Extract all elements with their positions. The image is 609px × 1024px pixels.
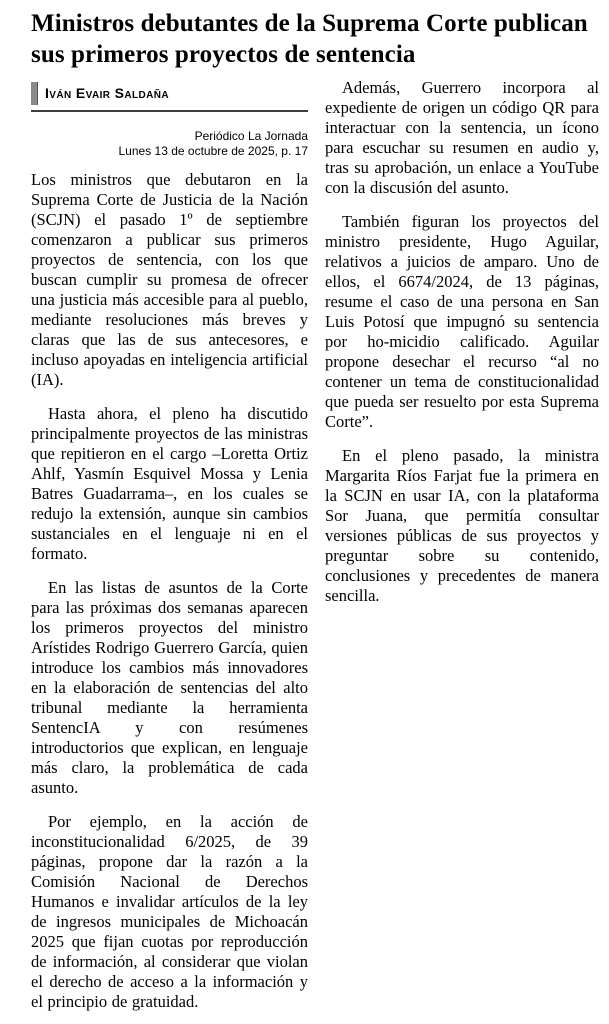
article-paragraph: Hasta ahora, el pleno ha discutido principalmente proyectos de las ministras que repitieron en el cargo –Loretta Ortiz Ahlf, Yasmín Esquivel Mossa y Lenia Batres Guadarrama–, en los cuales se redujo la extensión, aunque sin cambios sustanciales en el lenguaje ni en el formato.: [31, 404, 308, 563]
byline: [31, 82, 308, 112]
article-paragraph: También figuran los proyectos del ministro presidente, Hugo Aguilar, relativos a juicios de amparo. Uno de ellos, el 6674/2024, de 13 páginas, resume el caso de una persona en San Luis Potosí que impugnó su sentencia por ho-micidio calificado. Aguilar propone desechar el recurso “al no contener un tema de constitucionalidad que pueda ser resuelto por esta Suprema Corte”.: [325, 212, 599, 431]
byline-author: Iván Evair Saldaña: [45, 84, 170, 101]
byline-bar-decoration: [31, 82, 38, 105]
dateline: [31, 129, 308, 159]
publication-date: Lunes 13 de octubre de 2025, p. 17: [118, 144, 308, 158]
right-column: [325, 70, 599, 1024]
headline: Ministros debutantes de la Suprema Corte publican sus primeros proyectos de sentencia: [31, 10, 588, 68]
article-paragraph: En las listas de asuntos de la Corte para las próximas dos semanas aparecen los primeros proyectos del ministro Arístides Rodrigo Guerrero García, quien introduce los cambios más innovadores en la elaboración de sentencias del alto tribunal mediante la herramienta SentencIA y con resúmenes introductorios que explican, en lenguaje más claro, la problemática de cada asunto.: [31, 578, 308, 797]
publication-name: Periódico La Jornada: [194, 129, 308, 143]
right-column-paragraphs: [325, 78, 599, 606]
left-column-paragraphs: [31, 170, 308, 1012]
article-paragraph: Por ejemplo, en la acción de inconstitucionalidad 6/2025, de 39 páginas, propone dar la razón a la Comisión Nacional de Derechos Humanos e invalidar artículos de la ley de ingresos municipales de Michoacán 2025 que fijan cuotas por reproducción de información, al considerar que violan el derecho de acceso a la información y el principio de gratuidad.: [31, 812, 308, 1011]
left-column: [31, 70, 308, 1024]
article-paragraph: En el pleno pasado, la ministra Margarita Ríos Farjat fue la primera en la SCJN en usar IA, con la plataforma Sor Juana, que permitía consultar versiones públicas de sus proyectos y preguntar sobre su contenido, conclusiones y precedentes de manera sencilla.: [325, 446, 599, 605]
article-paragraph: Además, Guerrero incorpora al expediente de origen un código QR para interactuar con la sentencia, un ícono para escuchar su resumen en audio y, tras su aprobación, un enlace a YouTube con la discusión del asunto.: [325, 78, 599, 197]
article-columns: [31, 70, 599, 1024]
article-paragraph: Los ministros que debutaron en la Suprema Corte de Justicia de la Nación (SCJN) el pasado 1º de septiembre comenzaron a publicar sus primeros proyectos de sentencia, con los que buscan cumplir su promesa de ofrecer una justicia más accesible para al pueblo, mediante resoluciones más breves y claras que las de sus antecesores, e incluso apoyadas en inteligencia artificial (IA).: [31, 170, 308, 389]
